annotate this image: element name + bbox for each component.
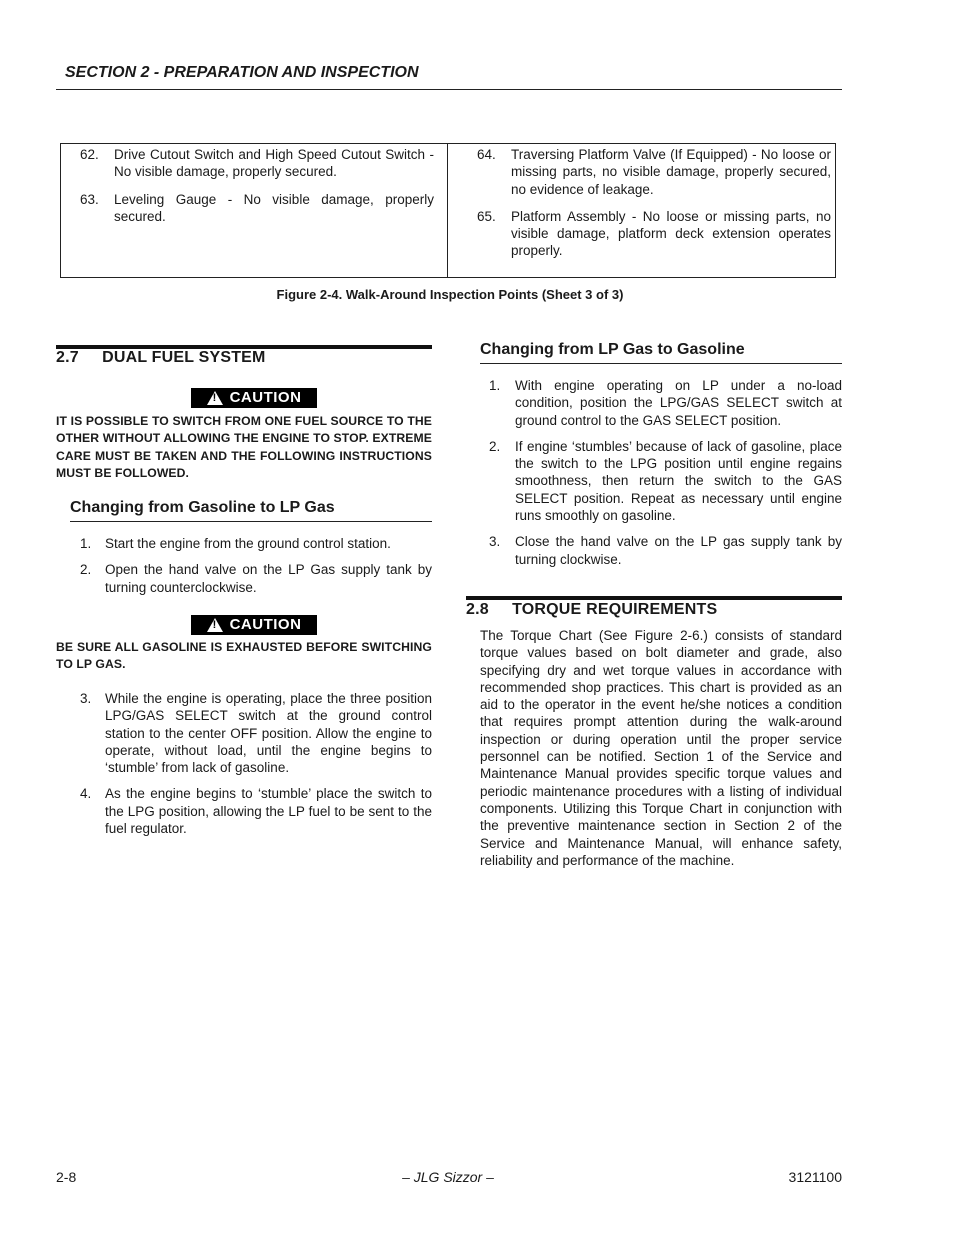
subheading-rule <box>480 363 842 364</box>
steps-list <box>489 377 842 568</box>
list-item: 2. Open the hand valve on the LP Gas supply tank by turning counterclockwise. <box>80 562 432 595</box>
list-item: 62. Drive Cutout Switch and High Speed Cutout Switch - No visible damage, properly secured. <box>80 147 434 180</box>
steps-list <box>80 690 432 837</box>
page-number: 2-8 <box>56 1169 77 1185</box>
figure-divider <box>447 143 448 278</box>
list-item: 2. If engine ‘stumbles’ because of lack of gasoline, place the switch to the LPG position until engine regains smoothness, then return the switch to the GAS SELECT position. Repeat as necessary until engine runs smoothly on gasoline. <box>489 438 842 524</box>
list-item: 3. Close the hand valve on the LP gas supply tank by turning clockwise. <box>489 534 842 567</box>
section-rule <box>466 596 842 600</box>
warning-icon: ! <box>207 618 223 632</box>
list-item: 65. Platform Assembly - No loose or missing parts, no visible damage, platform deck extension operates properly. <box>477 208 831 259</box>
list-item: 1. With engine operating on LP under a no-load condition, position the LPG/GAS SELECT switch at ground control to the GAS SELECT position. <box>489 378 842 428</box>
section-heading-torque: 2.8 TORQUE REQUIREMENTS <box>466 601 718 618</box>
footer-title: – JLG Sizzor – <box>402 1169 494 1185</box>
section-heading-dual-fuel: 2.7 DUAL FUEL SYSTEM <box>56 349 266 366</box>
list-item: 1. Start the engine from the ground control station. <box>80 536 391 551</box>
caution-label: ! CAUTION <box>191 388 317 408</box>
subheading-gas-to-lp: Changing from Gasoline to LP Gas <box>70 499 335 516</box>
list-item: 64. Traversing Platform Valve (If Equipped) - No loose or missing parts, no visible damage, properly secured, no evidence of leakage. <box>477 147 831 197</box>
list-item: 3. While the engine is operating, place the three position LPG/GAS SELECT switch at the ground control station to the center OFF position. Allow the engine to operate, without load, until the engine begins to ‘stumble’ from lack of gasoline. <box>80 691 432 776</box>
caution-text: BE SURE ALL GASOLINE IS EXHAUSTED BEFORE SWITCHING TO LP GAS. <box>56 640 432 672</box>
subheading-lp-to-gas: Changing from LP Gas to Gasoline <box>480 341 745 358</box>
list-item: 63. Leveling Gauge - No visible damage, properly secured. <box>80 191 434 224</box>
doc-number: 3121100 <box>788 1169 842 1185</box>
steps-list <box>80 535 432 596</box>
caution-label: ! CAUTION <box>191 615 317 635</box>
section-header: SECTION 2 - PREPARATION AND INSPECTION <box>65 64 419 81</box>
torque-body: The Torque Chart (See Figure 2-6.) consists of standard torque values based on bolt diameter and grade, also specifying dry and wet torque values in accordance with recommended shop practices. This chart is provided as an aid to the operator in the event he/she notices a condition that requires prompt attention during the walk-around inspection or during operation until the proper service personnel can be notified. Section 1 of the Service and Maintenance Manual provides specific torque values and periodic maintenance procedures with a listing of individual components. Utilizing this Torque Chart in conjunction with the preventive maintenance section in Section 2 of the Service and Maintenance Manual, will enhance safety, reliability and performance of the machine. <box>480 628 842 868</box>
subheading-rule <box>70 521 432 522</box>
warning-icon: ! <box>207 391 223 405</box>
caution-text: IT IS POSSIBLE TO SWITCH FROM ONE FUEL SOURCE TO THE OTHER WITHOUT ALLOWING THE ENGINE TO STOP. EXTREME CARE MUST BE TAKEN AND THE FOLLOWING INSTRUCTIONS MUST BE FOLLOWED. <box>56 414 432 480</box>
figure-right-column <box>477 146 831 260</box>
figure-left-column <box>80 146 434 225</box>
figure-caption: Figure 2-4. Walk-Around Inspection Points (Sheet 3 of 3) <box>276 287 624 302</box>
header-rule <box>56 89 842 90</box>
list-item: 4. As the engine begins to ‘stumble’ place the switch to the LPG position, allowing the LP fuel to be sent to the fuel regulator. <box>80 786 432 837</box>
